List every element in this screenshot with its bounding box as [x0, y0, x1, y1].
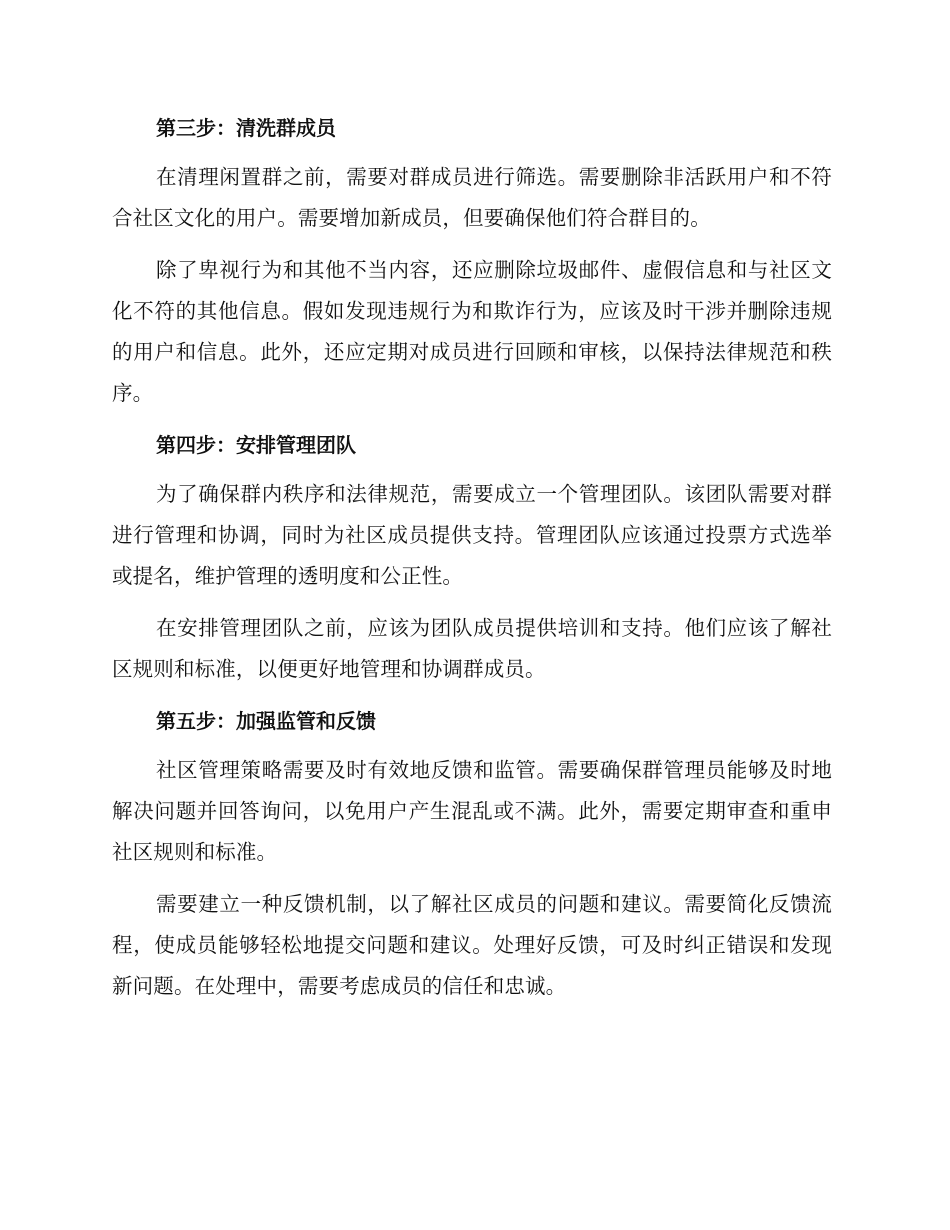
section-heading: 第五步：加强监管和反馈	[156, 709, 376, 733]
paragraph: 在安排管理团队之前，应该为团队成员提供培训和支持。他们应该了解社区规则和标准，以便更好地管理和协调群成员。	[112, 616, 832, 681]
section-step-3	[112, 108, 832, 414]
paragraph: 为了确保群内秩序和法律规范，需要成立一个管理团队。该团队需要对群进行管理和协调，同时为社区成员提供支持。管理团队应该通过投票方式选举或提名，维护管理的透明度和公正性。	[112, 482, 832, 588]
paragraph: 除了卑视行为和其他不当内容，还应删除垃圾邮件、虚假信息和与社区文化不符的其他信息。假如发现违规行为和欺诈行为，应该及时干涉并删除违规的用户和信息。此外，还应定期对成员进行回顾和审核，以保持法律规范和秩序。	[112, 258, 832, 405]
paragraph: 在清理闲置群之前，需要对群成员进行筛选。需要删除非活跃用户和不符合社区文化的用户。需要增加新成员，但要确保他们符合群目的。	[112, 165, 832, 230]
paragraph: 社区管理策略需要及时有效地反馈和监管。需要确保群管理员能够及时地解决问题并回答询问，以免用户产生混乱或不满。此外，需要定期审查和重申社区规则和标准。	[112, 758, 832, 864]
paragraph: 需要建立一种反馈机制，以了解社区成员的问题和建议。需要简化反馈流程，使成员能够轻松地提交问题和建议。处理好反馈，可及时纠正错误和发现新问题。在处理中，需要考虑成员的信任和忠诚。	[112, 892, 832, 998]
section-step-5	[112, 701, 832, 1007]
section-step-4	[112, 425, 832, 690]
document-page	[112, 108, 832, 1018]
section-heading: 第四步：安排管理团队	[156, 433, 356, 457]
section-heading: 第三步：清洗群成员	[156, 116, 336, 140]
